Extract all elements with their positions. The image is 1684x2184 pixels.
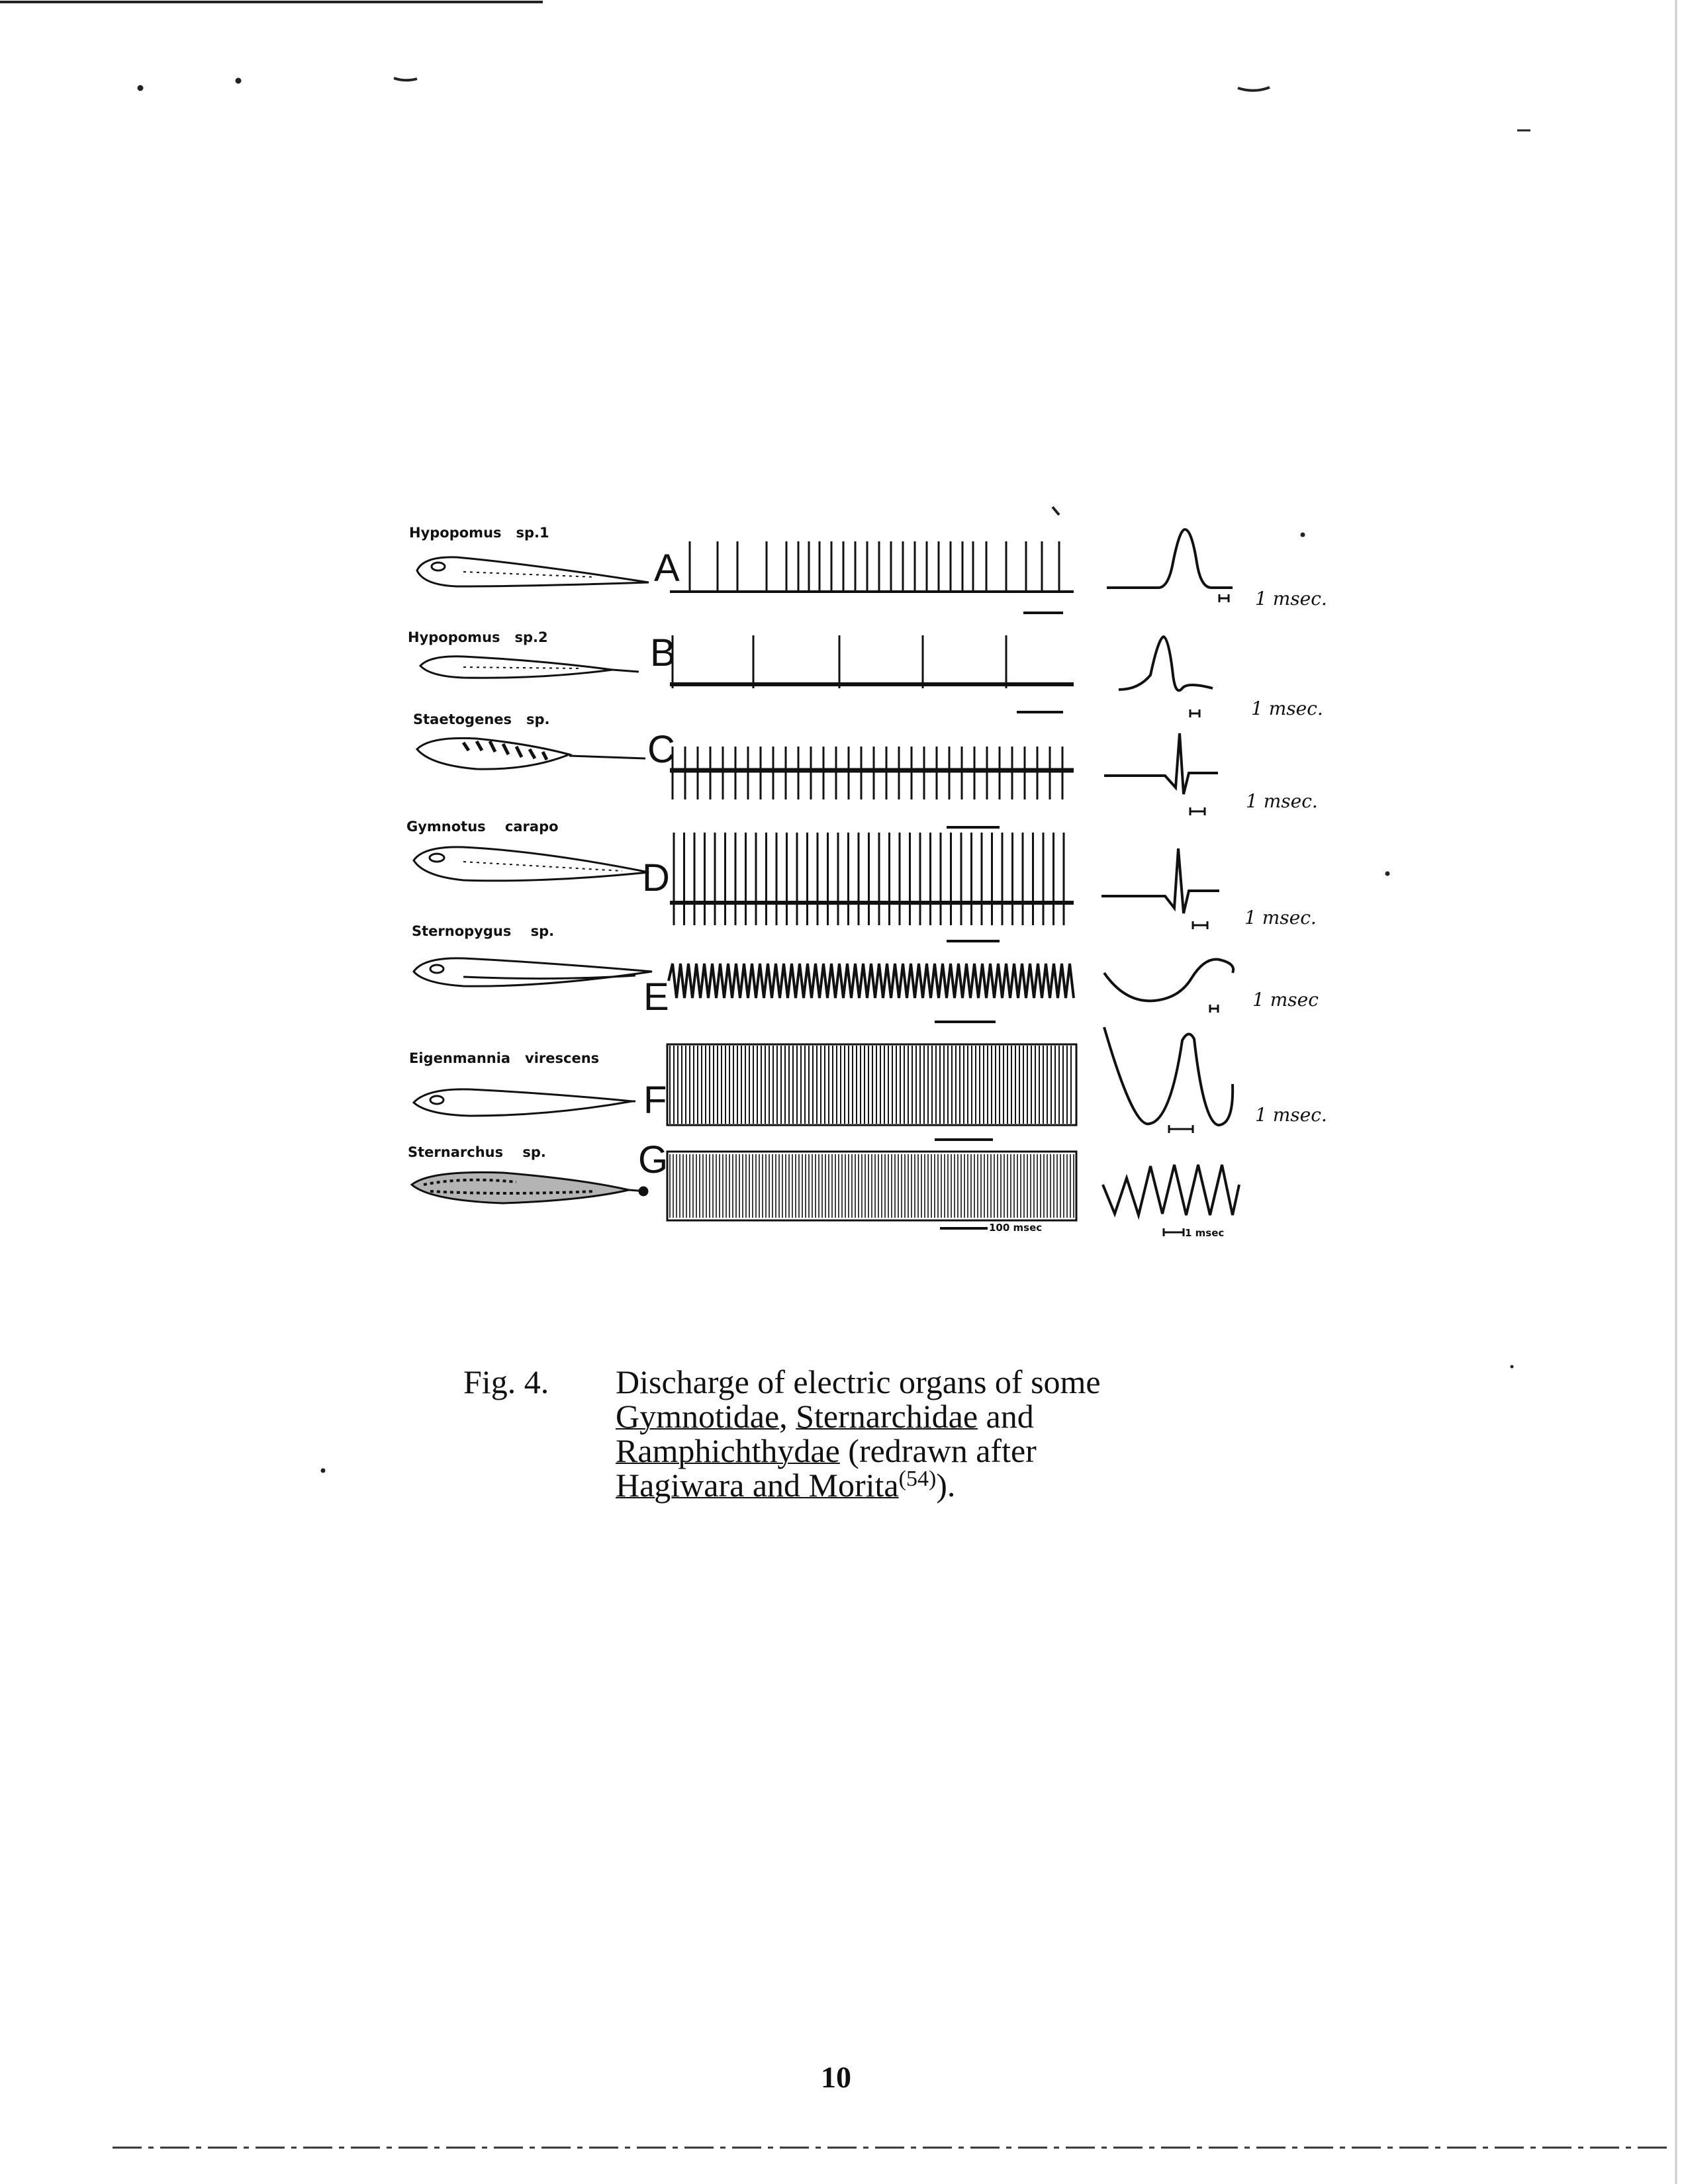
- fish-staetogenes: [417, 738, 645, 769]
- caption-text: [616, 1365, 1311, 1502]
- scale-label-d: 1 msec.: [1244, 907, 1317, 929]
- scale-label-b: 1 msec.: [1251, 698, 1323, 719]
- waveform-b: [1119, 637, 1213, 690]
- scale-label-e: 1 msec: [1252, 989, 1319, 1011]
- species-label-e: Sternopygus sp.: [412, 923, 555, 939]
- time-scale-label: 100 msec: [989, 1222, 1043, 1234]
- species-label-c: Staetogenes sp.: [413, 711, 550, 727]
- fish-drawings: [412, 557, 652, 1203]
- caption-line-3: [616, 1433, 1311, 1468]
- fish-sternopygus: [414, 958, 652, 986]
- waveform-g: [1103, 1165, 1239, 1215]
- row-letter-a: A: [654, 547, 680, 590]
- species-label-g: Sternarchus sp.: [408, 1144, 546, 1160]
- caption-reference: (54): [898, 1467, 937, 1491]
- waveform-scale-labels: [1185, 588, 1327, 1239]
- caption-line-2: [616, 1399, 1311, 1433]
- caption-family-gymnotidae: Gymnotidae: [616, 1398, 780, 1435]
- fish-gymnotus: [414, 847, 649, 881]
- species-label-d: Gymnotus carapo: [406, 819, 559, 835]
- pulse-waveforms: [1101, 529, 1239, 1215]
- fish-eigenmannia: [414, 1089, 635, 1116]
- caption-family-sternarchidae: Sternarchidae: [796, 1398, 978, 1435]
- caption-end: ).: [936, 1467, 956, 1504]
- caption-family-ramphichthydae: Ramphichthydae: [616, 1432, 840, 1469]
- figure-number: Fig. 4.: [463, 1363, 549, 1400]
- row-letter-f: F: [643, 1079, 667, 1122]
- waveform-d: [1101, 848, 1219, 913]
- row-letter-g: G: [638, 1138, 669, 1181]
- waveform-c: [1104, 733, 1218, 794]
- caption-line-1: Discharge of electric organs of some: [616, 1363, 1101, 1400]
- fish-hypopomus-2: [420, 657, 639, 678]
- species-labels: [406, 525, 599, 1160]
- scale-label-a: 1 msec.: [1255, 588, 1327, 610]
- caption-redrawn: (redrawn after: [839, 1432, 1037, 1469]
- caption-and: and: [978, 1398, 1034, 1435]
- caption-authors: Hagiwara and Morita: [616, 1467, 899, 1504]
- waveform-a: [1107, 529, 1233, 588]
- page-number: 10: [821, 2060, 851, 2094]
- scale-label-f: 1 msec.: [1255, 1104, 1327, 1126]
- trace-e-oscillation: [669, 964, 1074, 998]
- waveform-scale-bars: [1164, 594, 1229, 1236]
- discharge-traces: [667, 541, 1076, 1228]
- scale-label-c: 1 msec.: [1246, 790, 1318, 812]
- waveform-e: [1104, 960, 1233, 1001]
- species-label-f: Eigenmannia virescens: [409, 1050, 600, 1066]
- caption-line-4: [616, 1468, 1311, 1502]
- row-letter-c: C: [647, 728, 675, 771]
- species-label-b: Hypopomus sp.2: [408, 629, 548, 645]
- fish-sternarchus: [412, 1172, 647, 1203]
- scale-label-g: 1 msec: [1185, 1227, 1225, 1239]
- row-letter-e: E: [643, 976, 669, 1019]
- caption-sep: ,: [779, 1398, 796, 1435]
- fish-hypopomus-1: [417, 557, 649, 586]
- row-letter-b: B: [650, 631, 676, 674]
- species-label-a: Hypopomus sp.1: [409, 525, 549, 541]
- waveform-f: [1104, 1027, 1233, 1125]
- row-letter-d: D: [642, 856, 670, 899]
